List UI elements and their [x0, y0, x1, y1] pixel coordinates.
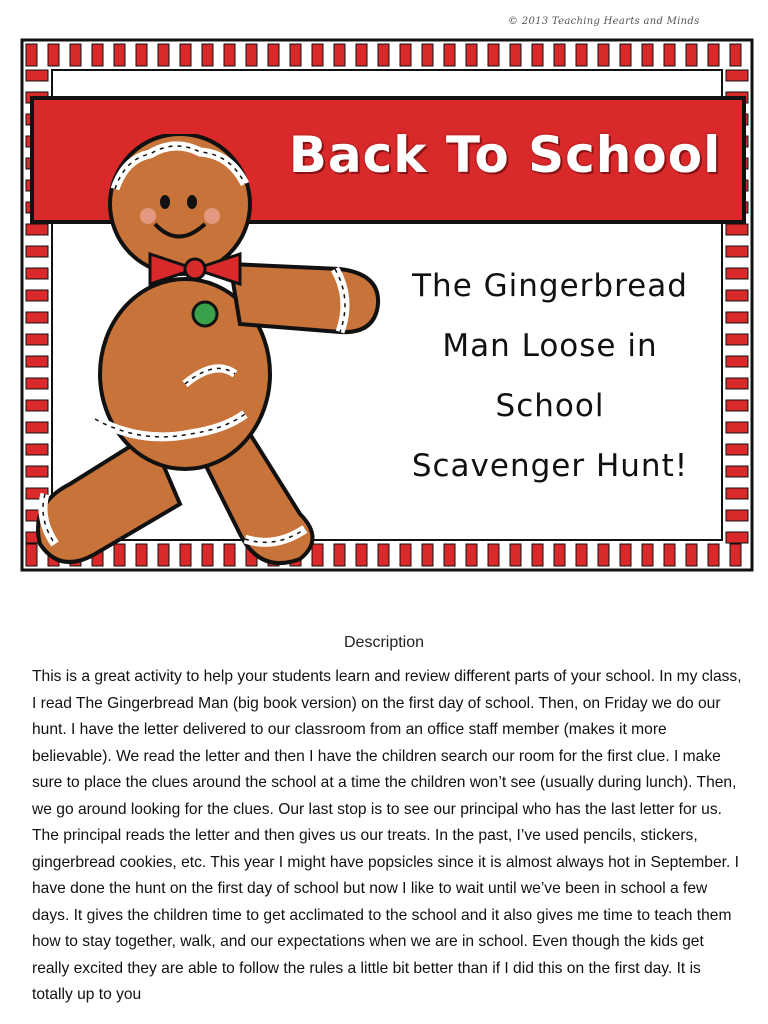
gingerbread-man-illustration: [0, 134, 400, 584]
subtitle-line-4: Scavenger Hunt!: [411, 448, 689, 484]
subtitle-line-2: Man Loose in: [442, 328, 658, 364]
banner-title: Back To School: [288, 126, 722, 184]
copyright-notice: © 2013 Teaching Hearts and Minds: [508, 16, 700, 27]
description-heading: Description: [343, 634, 425, 651]
subtitle-line-3: School: [495, 388, 605, 424]
subtitle-line-1: The Gingerbread: [412, 268, 688, 304]
description-body: This is a great activity to help your students learn and review different parts of your school. In my class, I read The Gingerbread Man (big book version) on the first day of school. Then, on Friday we do our hunt. I have the letter delivered to our classroom from an office staff member (makes it more believable). We read the letter and then I have the children search our room for the first clue. I make sure to place the clues around the school at a time the children won’t see (usually during lunch). Then, we go around looking for the clues. Our last stop is to see our principal who has the last letter for us. The principal reads the letter and then gives us our treats. In the past, I’ve used pencils, stickers, gingerbread cookies, etc. This year I might have popsicles since it is almost always hot in September. I have done the hunt on the first day of school but now I like to wait until we’ve been in school a few days. It gives the children time to get acclimated to the school and it also gives me time to teach them how to stay together, walk, and our expectations when we are in school. Even though the kids get really excited they are able to follow the rules a little bit better than if I did this on the first day. It is totally up to you: [32, 668, 742, 1003]
